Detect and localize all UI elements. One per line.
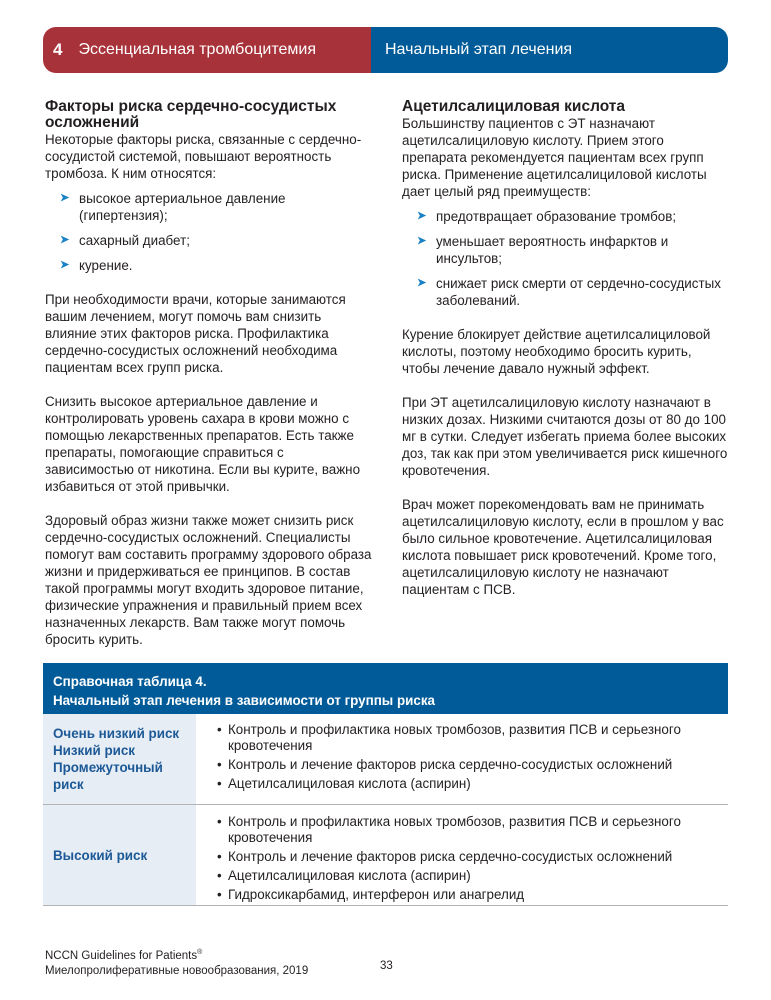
right-heading: Ацетилсалициловая кислота xyxy=(402,98,626,115)
right-paragraph-1: Курение блокирует действие ацетилсалициловой кислоты, поэтому необходимо бросить курить, чтобы лечение давало нужный эффект. xyxy=(402,327,711,376)
treatment-cell xyxy=(196,805,728,905)
footer-title: Миелопролиферативные новообразования, 2019 xyxy=(45,964,309,977)
list-item: • Контроль и профилактика новых тромбозов, развития ПСВ и серьезного кровотечения xyxy=(217,722,718,754)
list-item: ➤ снижает риск смерти от сердечно-сосудистых заболеваний. xyxy=(417,276,721,308)
list-item: ➤ курение. xyxy=(60,258,133,273)
footer-publisher: NCCN Guidelines for Patients xyxy=(45,949,198,962)
chevron-right-icon: ➤ xyxy=(417,210,427,222)
chevron-right-icon: ➤ xyxy=(60,192,70,204)
list-item: • Контроль и профилактика новых тромбозов, развития ПСВ и серьезного кровотечения xyxy=(217,814,718,846)
list-item: • Ацетилсалициловая кислота (аспирин) xyxy=(217,868,718,884)
right-column xyxy=(402,99,732,615)
chevron-right-icon: ➤ xyxy=(417,277,427,289)
section-tab xyxy=(371,27,728,73)
table-title xyxy=(43,663,728,714)
page-number: 33 xyxy=(380,960,393,972)
list-item: ➤ уменьшает вероятность инфарктов и инсультов; xyxy=(417,234,669,266)
chevron-right-icon: ➤ xyxy=(60,234,70,246)
registered-mark: ® xyxy=(197,949,203,956)
right-intro: Большинству пациентов с ЭТ назначают ацетилсалициловую кислоту. Прием этого препарата рекомендуется пациентам всех групп риска. Применение ацетилсалициловой кислоты дает целый ряд преимуществ: xyxy=(402,116,707,199)
risk-group-cell: Высокий риск xyxy=(43,805,196,905)
risk-group-cell: Очень низкий риск Низкий риск Промежуточный риск xyxy=(43,714,196,804)
list-item: ➤ предотвращает образование тромбов; xyxy=(417,209,677,224)
chevron-right-icon: ➤ xyxy=(417,235,427,247)
right-bullet-list xyxy=(402,208,732,309)
left-bullet-list xyxy=(45,190,375,274)
list-item: • Ацетилсалициловая кислота (аспирин) xyxy=(217,776,718,792)
right-paragraph-2: При ЭТ ацетилсалициловую кислоту назначают в низких дозах. Низкими считаются дозы от 80 до 100 мг в сутки. Следует избегать приема более высоких доз, так как при этом увеличивается риск кишечного кровотечения. xyxy=(402,395,728,478)
left-paragraph-1: При необходимости врачи, которые занимаются вашим лечением, могут помочь вам снизить влияние этих факторов риска. Профилактика сердечно-сосудистых осложнений необходима пациентам всех групп риска. xyxy=(45,292,346,375)
left-intro: Некоторые факторы риска, связанные с сердечно-сосудистой системой, повышают вероятность тромбоза. К ним относятся: xyxy=(45,132,362,181)
left-heading: Факторы риска сердечно-сосудистых осложнений xyxy=(45,98,337,131)
left-paragraph-2: Снизить высокое артериальное давление и контролировать уровень сахара в крови можно с помощью лекарственных препаратов. Есть также препараты, помогающие справиться с зависимостью от никотина. Если вы курите, важно избавиться от этой привычки. xyxy=(45,394,361,494)
chapter-title: Эссенциальная тромбоцитемия xyxy=(78,41,316,58)
table-row xyxy=(43,805,728,906)
table-title-line-1: Справочная таблица 4. xyxy=(53,674,207,689)
left-column xyxy=(45,99,375,665)
list-item: ➤ сахарный диабет; xyxy=(60,233,190,248)
chapter-number: 4 xyxy=(53,40,63,59)
treatment-cell xyxy=(196,714,728,804)
list-item: • Контроль и лечение факторов риска сердечно-сосудистых осложнений xyxy=(217,757,718,773)
section-title: Начальный этап лечения xyxy=(385,41,573,58)
reference-table xyxy=(43,663,728,906)
left-paragraph-3: Здоровый образ жизни также может снизить риск сердечно-сосудистых осложнений. Специалисты помогут вам составить программу здорового образа жизни и придерживаться ее принципов. В состав такой программы могут входить здоровое питание, физические упражнения и правильный прием всех назначенных лекарств. Вам также могут помочь бросить курить. xyxy=(45,513,372,647)
table-row xyxy=(43,714,728,805)
page-header xyxy=(43,27,728,73)
chevron-right-icon: ➤ xyxy=(60,259,70,271)
list-item: • Контроль и лечение факторов риска сердечно-сосудистых осложнений xyxy=(217,849,718,865)
list-item: • Гидроксикарбамид, интерферон или анагрелид xyxy=(217,887,718,903)
right-paragraph-3: Врач может порекомендовать вам не принимать ацетилсалициловую кислоту, если в прошлом у вас было сильное кровотечение. Ацетилсалициловая кислота повышает риск кровотечений. Кроме того, ацетилсалициловую кислоту не назначают пациентам с ПСВ. xyxy=(402,497,724,597)
footer xyxy=(45,945,308,979)
list-item: ➤ высокое артериальное давление (гипертензия); xyxy=(60,191,286,223)
chapter-tab xyxy=(43,27,371,73)
table-title-line-2: Начальный этап лечения в зависимости от группы риска xyxy=(53,693,435,708)
